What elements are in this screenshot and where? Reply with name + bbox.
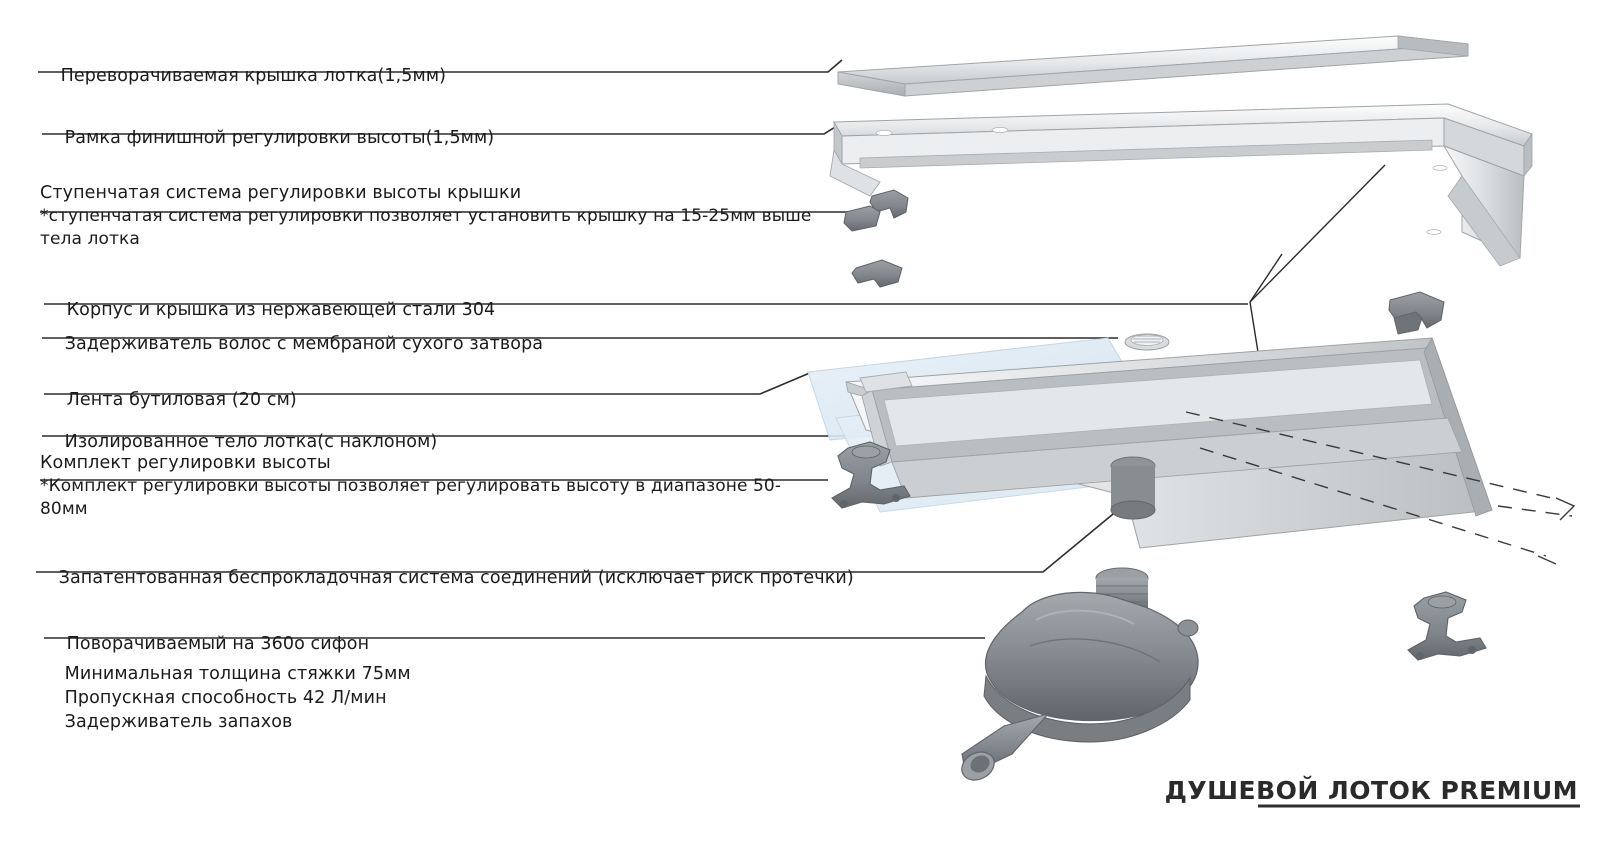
callout-butyl-tape-text: Лента бутиловая (20 см) bbox=[66, 390, 297, 411]
callout-cover-text: Переворачиваемая крышка лотка(1,5мм) bbox=[60, 66, 447, 87]
height-frame-part bbox=[830, 104, 1532, 266]
callout-frame-text: Рамка финишной регулировки высоты(1,5мм) bbox=[64, 128, 495, 149]
callout-odor-trap-text: Задерживатель запахов bbox=[64, 712, 293, 733]
siphon-part bbox=[957, 568, 1198, 785]
callout-height-kit bbox=[40, 452, 820, 520]
callout-height-kit-note: *Комплект регулировки высоты позволяет регулировать высоту в диапазоне 50-80мм bbox=[40, 476, 782, 519]
hair-trap-part bbox=[1125, 334, 1169, 350]
callout-frame bbox=[42, 104, 494, 173]
callout-cover bbox=[38, 42, 446, 111]
callout-siphon-360-text: Поворачиваемый на 360о сифон bbox=[66, 634, 370, 655]
height-adjust-foot-right bbox=[1408, 592, 1486, 660]
step-clip-3 bbox=[1389, 292, 1444, 334]
callout-steel-304-text: Корпус и крышка из нержавеющей стали 304 bbox=[66, 300, 496, 321]
drain-cover-part bbox=[838, 36, 1468, 96]
brand-title: ДУШЕВОЙ ЛОТОК PREMIUM bbox=[1164, 776, 1578, 805]
step-clip-2 bbox=[852, 260, 902, 287]
callout-height-kit-text: Комплект регулировки высоты bbox=[40, 453, 331, 473]
callout-step-system-text: Ступенчатая система регулировки высоты крышки bbox=[40, 183, 522, 203]
callout-flow-rate-text: Пропускная способность 42 Л/мин bbox=[64, 688, 387, 709]
callout-gasketless bbox=[36, 544, 854, 613]
callout-gasketless-text: Запатентованная беспрокладочная система соединений (исключает риск протечки) bbox=[58, 568, 854, 589]
callout-screed-text: Минимальная толщина стяжки 75мм bbox=[64, 664, 411, 685]
step-clip-1 bbox=[844, 190, 908, 231]
callout-step-system bbox=[40, 182, 840, 250]
callout-insulated-body-text: Изолированное тело лотка(с наклоном) bbox=[64, 432, 438, 453]
corner-marks bbox=[1538, 498, 1574, 564]
callout-odor-trap bbox=[42, 688, 292, 757]
callout-hair-trap-text: Задерживатель волос с мембраной сухого затвора bbox=[64, 334, 544, 355]
callout-step-system-note: *ступенчатая система регулировки позволяет установить крышку на 15-25мм выше тела лотка bbox=[40, 206, 812, 249]
